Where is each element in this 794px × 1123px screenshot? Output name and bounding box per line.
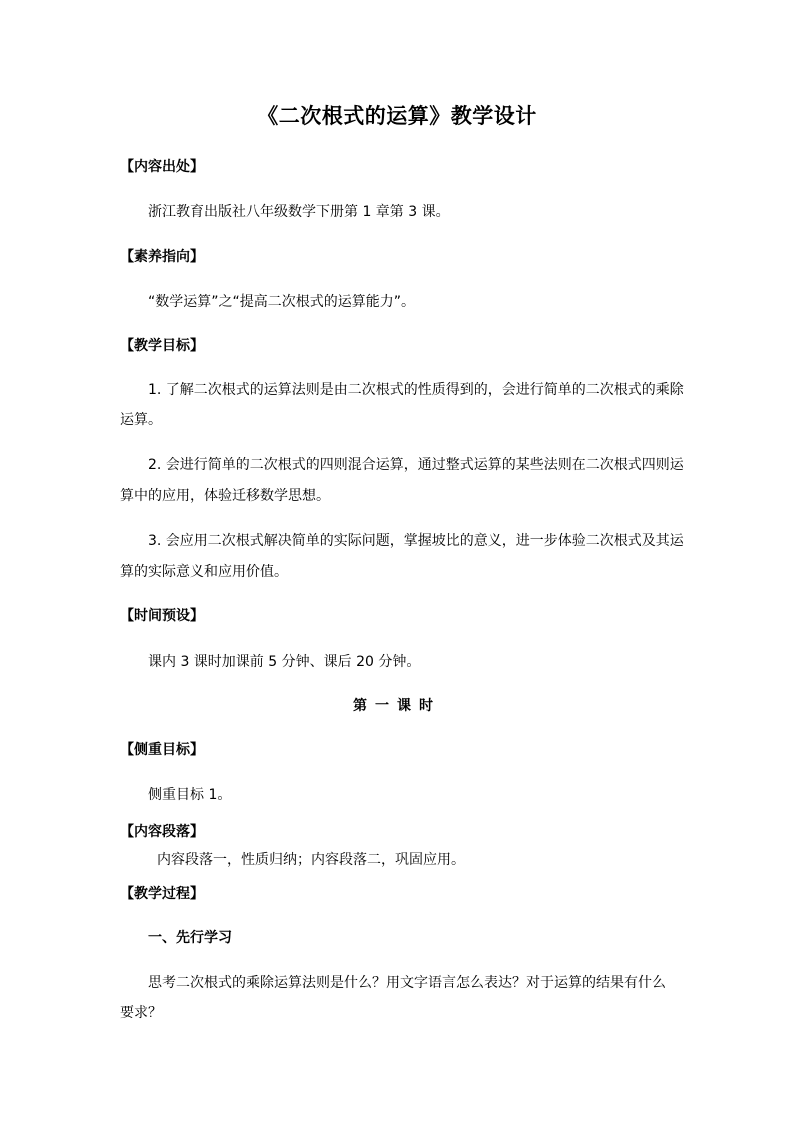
process-question-line1: 思考二次根式的乘除运算法则是什么？用文字语言怎么表达？对于运算的结果有什么 (148, 975, 666, 991)
literacy-text: “数学运算”之“提高二次根式的运算能力”。 (148, 294, 416, 310)
process-subheading: 一、先行学习 (148, 930, 232, 946)
objective-3-line1: 3. 会应用二次根式解决简单的实际问题，掌握坡比的意义，进一步体验二次根式及其运 (148, 533, 684, 549)
time-text: 课内 3 课时加课前 5 分钟、课后 20 分钟。 (148, 654, 421, 670)
focus-text: 侧重目标 1。 (148, 787, 232, 803)
document-title: 《二次根式的运算》教学设计 (257, 104, 537, 128)
section-heading-focus: 【侧重目标】 (120, 742, 204, 758)
objective-2-line2: 算中的应用，体验迁移数学思想。 (120, 488, 330, 504)
section-heading-source: 【内容出处】 (120, 159, 204, 175)
objective-3-line2: 算的实际意义和应用价值。 (120, 564, 288, 580)
objective-1-line2: 运算。 (120, 412, 162, 428)
section-heading-paragraphs: 【内容段落】 (120, 824, 204, 840)
section-heading-time: 【时间预设】 (120, 608, 204, 624)
process-question-line2: 要求？ (120, 1005, 162, 1021)
lesson-title: 第一课时 (353, 698, 441, 714)
objective-1-line1: 1. 了解二次根式的运算法则是由二次根式的性质得到的，会进行简单的二次根式的乘除 (148, 382, 684, 398)
section-heading-process: 【教学过程】 (120, 886, 204, 902)
source-text: 浙江教育出版社八年级数学下册第 1 章第 3 课。 (148, 204, 450, 220)
section-heading-literacy: 【素养指向】 (120, 249, 204, 265)
objective-2-line1: 2. 会进行简单的二次根式的四则混合运算，通过整式运算的某些法则在二次根式四则运 (148, 457, 684, 473)
paragraphs-text: 内容段落一，性质归纳；内容段落二，巩固应用。 (157, 852, 465, 868)
section-heading-objectives: 【教学目标】 (120, 338, 204, 354)
